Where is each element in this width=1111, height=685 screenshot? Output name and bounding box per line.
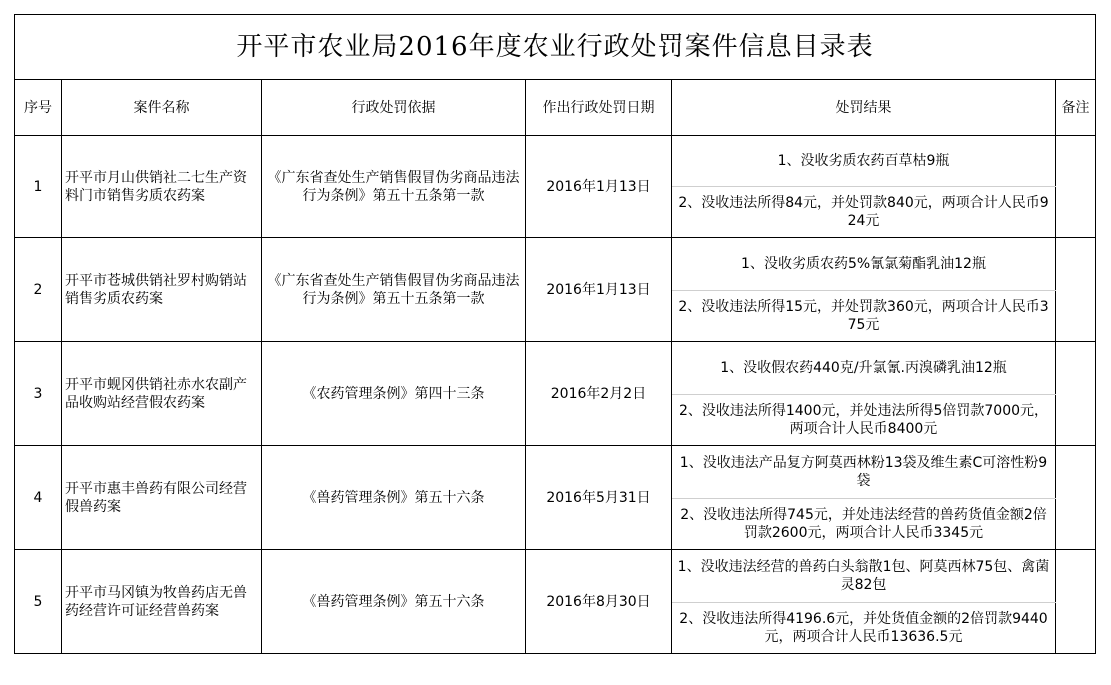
- table-row: [15, 550, 1096, 603]
- row-result-2: 2、没收违法所得745元，并处违法经营的兽药货值金额2倍罚款2600元，两项合计人民币3345元: [672, 499, 1056, 550]
- row-result-2: 2、没收违法所得84元，并处罚款840元，两项合计人民币924元: [672, 187, 1056, 238]
- row-seq: 1: [15, 136, 62, 238]
- row-seq: 5: [15, 550, 62, 654]
- row-result-2: 2、没收违法所得15元，并处罚款360元，两项合计人民币375元: [672, 291, 1056, 342]
- row-remark: [1056, 342, 1096, 446]
- header-result: 处罚结果: [672, 80, 1056, 136]
- row-case-name: 开平市惠丰兽药有限公司经营假兽药案: [62, 446, 262, 550]
- row-result-2: 2、没收违法所得4196.6元，并处货值金额的2倍罚款9440元，两项合计人民币13636.5元: [672, 603, 1056, 654]
- table-row: [15, 342, 1096, 395]
- penalty-table-sheet: [14, 14, 1095, 666]
- row-case-name: 开平市马冈镇为牧兽药店无兽药经营许可证经营兽药案: [62, 550, 262, 654]
- row-basis: 《广东省查处生产销售假冒伪劣商品违法行为条例》第五十五条第一款: [262, 136, 526, 238]
- row-basis: 《兽药管理条例》第五十六条: [262, 446, 526, 550]
- row-result-1: 1、没收劣质农药百草枯9瓶: [672, 136, 1056, 187]
- row-remark: [1056, 446, 1096, 550]
- row-date: 2016年2月2日: [526, 342, 672, 446]
- header-row: [15, 80, 1096, 136]
- row-remark: [1056, 550, 1096, 654]
- header-case-name: 案件名称: [62, 80, 262, 136]
- row-case-name: 开平市月山供销社二七生产资料门市销售劣质农药案: [62, 136, 262, 238]
- row-date: 2016年8月30日: [526, 550, 672, 654]
- header-seq: 序号: [15, 80, 62, 136]
- row-basis: 《兽药管理条例》第五十六条: [262, 550, 526, 654]
- row-basis: 《农药管理条例》第四十三条: [262, 342, 526, 446]
- row-date: 2016年1月13日: [526, 238, 672, 342]
- row-case-name: 开平市蚬冈供销社赤水农副产品收购站经营假农药案: [62, 342, 262, 446]
- row-date: 2016年5月31日: [526, 446, 672, 550]
- table-row: [15, 238, 1096, 291]
- row-result-1: 1、没收违法经营的兽药白头翁散1包、阿莫西林75包、禽菌灵82包: [672, 550, 1056, 603]
- row-result-1: 1、没收劣质农药5%氰氯菊酯乳油12瓶: [672, 238, 1056, 291]
- row-seq: 4: [15, 446, 62, 550]
- header-basis: 行政处罚依据: [262, 80, 526, 136]
- row-seq: 3: [15, 342, 62, 446]
- row-remark: [1056, 136, 1096, 238]
- row-remark: [1056, 238, 1096, 342]
- row-case-name: 开平市苍城供销社罗村购销站销售劣质农药案: [62, 238, 262, 342]
- table-row: [15, 136, 1096, 187]
- row-result-1: 1、没收违法产品复方阿莫西林粉13袋及维生素C可溶性粉9袋: [672, 446, 1056, 499]
- header-date: 作出行政处罚日期: [526, 80, 672, 136]
- row-date: 2016年1月13日: [526, 136, 672, 238]
- header-remark: 备注: [1056, 80, 1096, 136]
- penalty-table: [14, 14, 1096, 654]
- table-title: 开平市农业局2016年度农业行政处罚案件信息目录表: [15, 15, 1096, 80]
- row-seq: 2: [15, 238, 62, 342]
- row-basis: 《广东省查处生产销售假冒伪劣商品违法行为条例》第五十五条第一款: [262, 238, 526, 342]
- row-result-1: 1、没收假农药440克/升氯氰.丙溴磷乳油12瓶: [672, 342, 1056, 395]
- row-result-2: 2、没收违法所得1400元，并处违法所得5倍罚款7000元，两项合计人民币8400元: [672, 395, 1056, 446]
- table-row: [15, 446, 1096, 499]
